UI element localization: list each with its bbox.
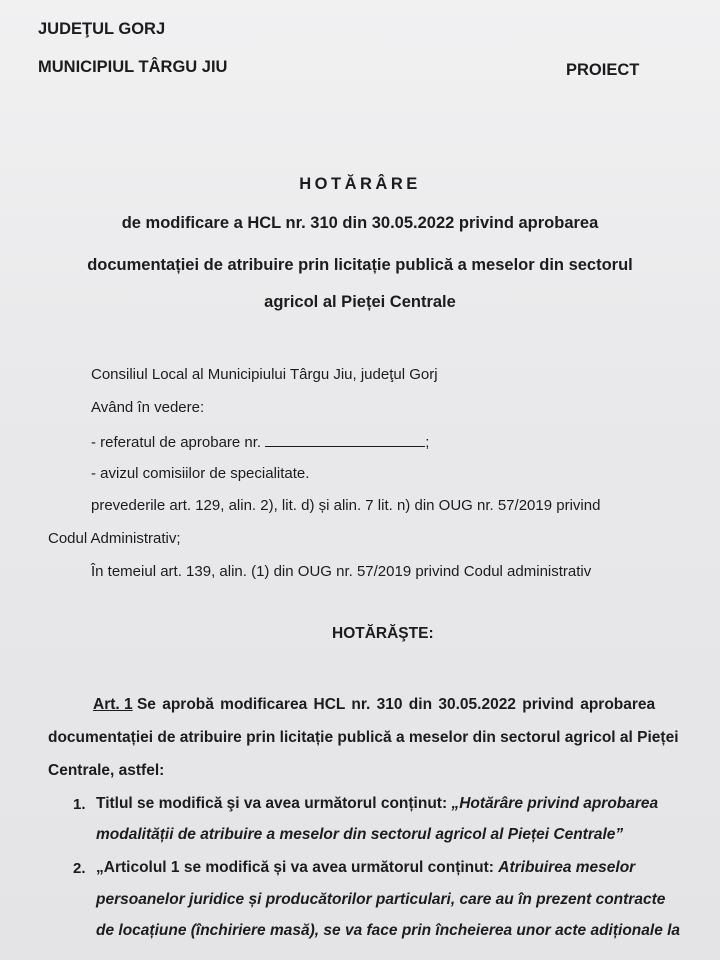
item1-line2: modalității de atribuire a meselor din sectorul agricol al Pieței Centrale” — [96, 826, 624, 843]
article1-line3: Centrale, astfel: — [48, 762, 165, 779]
having-regard-line: Având în vedere: — [91, 399, 205, 416]
avizul-line: - avizul comisiilor de specialitate. — [91, 465, 310, 482]
decision-subtitle-line2: documentației de atribuire prin licitație publică a meselor din sectorul — [87, 256, 633, 274]
council-line: Consiliul Local al Municipiului Târgu Jiu, judeţul Gorj — [91, 366, 438, 383]
item2-number: 2. — [73, 860, 86, 877]
prevederile-line: prevederile art. 129, alin. 2), lit. d) și alin. 7 lit. n) din OUG nr. 57/2019 privind — [91, 497, 601, 514]
codul-line: Codul Administrativ; — [48, 530, 181, 547]
decision-subtitle-line3: agricol al Pieței Centrale — [264, 293, 456, 311]
item2-line3: de locațiune (închiriere masă), se va face prin încheierea unor acte adiționale la — [96, 922, 681, 939]
item2-italic1: Atribuirea meselor — [498, 859, 636, 876]
item2-text: „Articolul 1 se modifică și va avea următorul conținut: — [96, 859, 499, 876]
item1-number: 1. — [73, 796, 86, 813]
decision-title: HOTĂRÂRE — [299, 175, 421, 193]
referat-line — [91, 432, 429, 451]
article1-line1 — [93, 696, 655, 714]
decides-heading: HOTĂRĂŞTE: — [332, 625, 434, 642]
item1-line1 — [96, 795, 658, 813]
referat-prefix: - referatul de aprobare nr. — [91, 434, 262, 451]
decision-subtitle-line1: de modificare a HCL nr. 310 din 30.05.2022 privind aprobarea — [121, 214, 599, 232]
municipality-header: MUNICIPIUL TÂRGU JIU — [38, 58, 228, 76]
draft-status-label: PROIECT — [566, 61, 640, 79]
article1-line2: documentației de atribuire prin licitație publică a meselor din sectorul agricol al Pieței — [48, 729, 679, 746]
item2-line2: persoanelor juridice și producătorilor particulari, care au în prezent contracte — [96, 891, 666, 908]
item1-italic1: „Hotărâre privind aprobarea — [451, 795, 659, 812]
county-header: JUDEŢUL GORJ — [38, 20, 166, 38]
article1-label: Art. 1 — [93, 696, 133, 713]
referat-number-blank — [265, 432, 425, 447]
item2-line1 — [96, 859, 635, 877]
temeiul-line: În temeiul art. 139, alin. (1) din OUG nr. 57/2019 privind Codul administrativ — [91, 563, 592, 580]
item1-text: Titlul se modifică şi va avea următorul conținut: — [96, 795, 452, 812]
article1-text1: Se aprobă modificarea HCL nr. 310 din 30.05.2022 privind aprobarea — [136, 696, 656, 713]
referat-suffix: ; — [425, 434, 430, 451]
